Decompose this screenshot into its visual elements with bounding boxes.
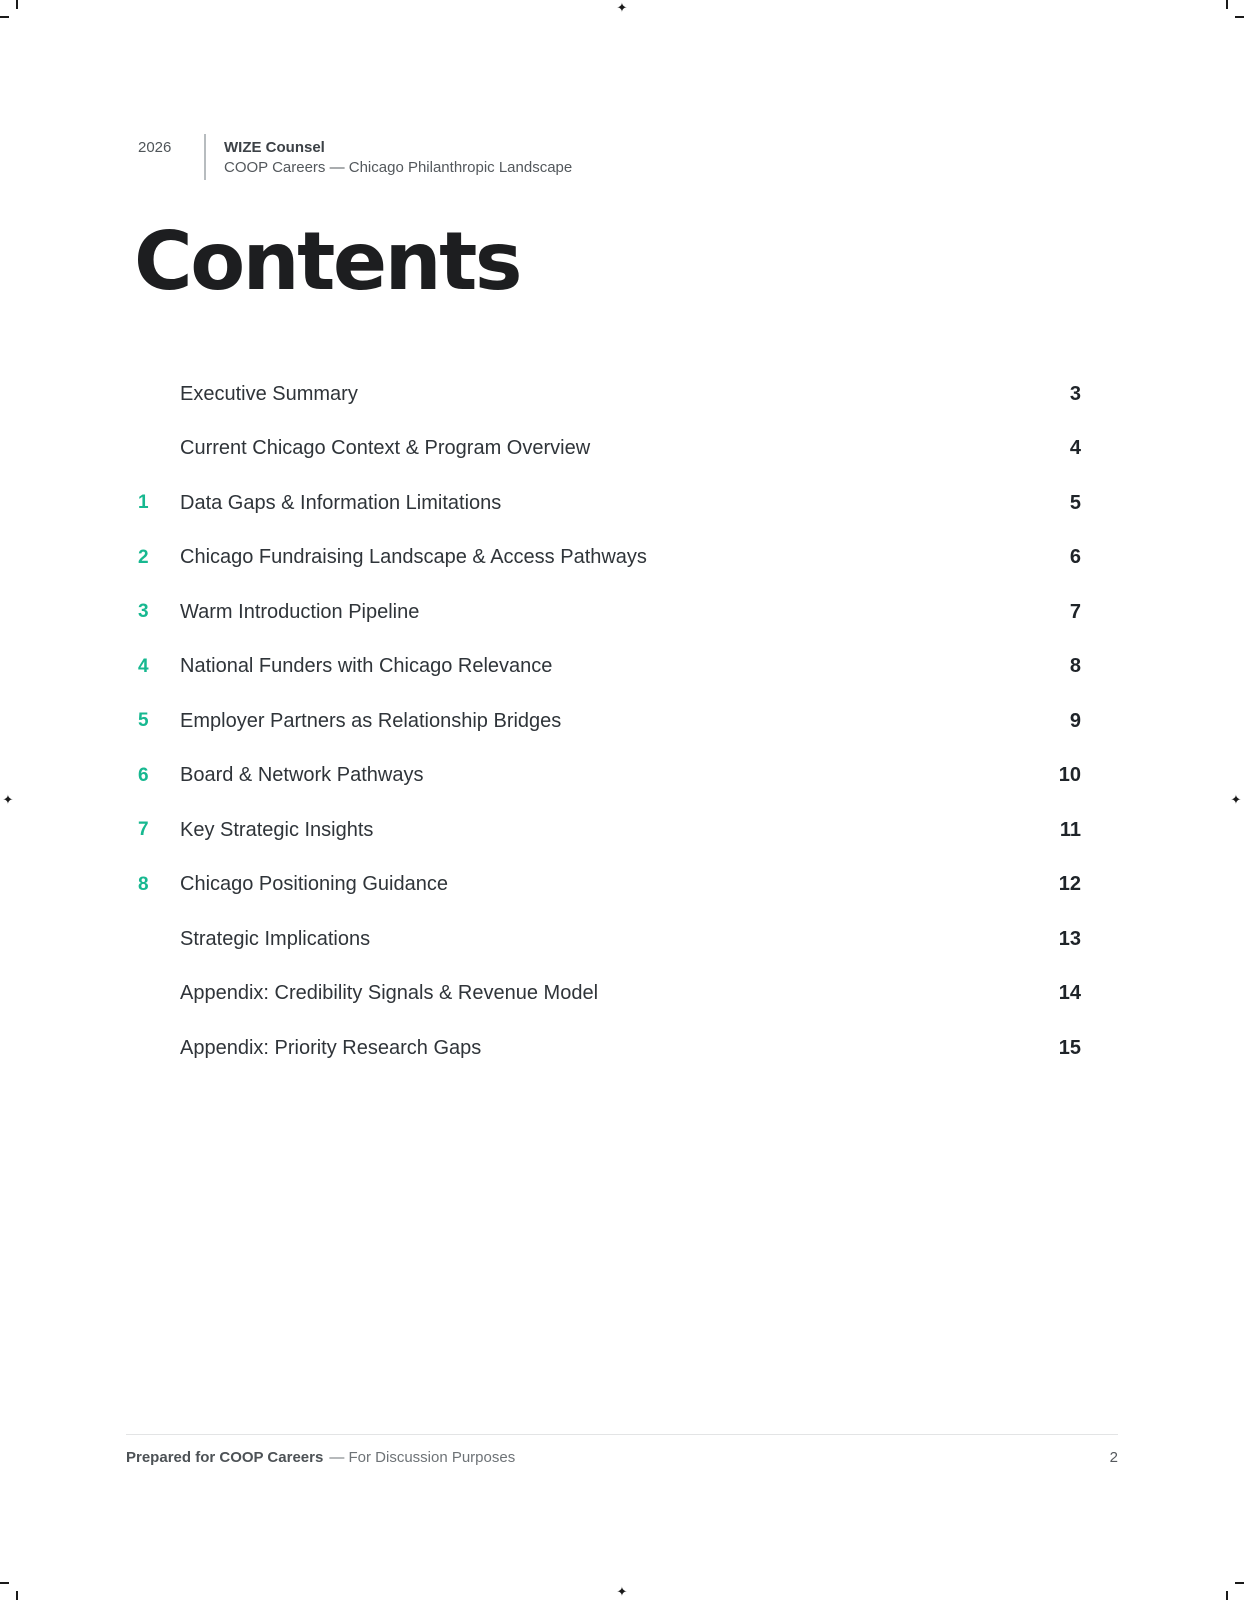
toc-row-appendix-credibility[interactable]	[138, 967, 1081, 1022]
toc-section-number: 6	[138, 764, 149, 786]
crop-mark-top-left-v	[16, 0, 18, 9]
footer-note: — For Discussion Purposes	[329, 1449, 516, 1466]
toc-row-board-network-pathways[interactable]	[138, 749, 1081, 804]
toc-entry-label: Board & Network Pathways	[180, 764, 424, 787]
toc-row-strategic-implications[interactable]	[138, 912, 1081, 967]
crop-mark-top-right-h	[1235, 16, 1244, 18]
toc-row-fundraising-landscape[interactable]	[138, 531, 1081, 586]
header-year: 2026	[138, 139, 172, 156]
footer-prepared-for: Prepared for COOP Careers	[126, 1449, 324, 1466]
footer-page-number: 2	[1109, 1449, 1118, 1466]
page-title: Contents	[134, 215, 520, 308]
header-subtitle: COOP Careers — Chicago Philanthropic Landscape	[224, 159, 573, 177]
header-brand: WIZE Counsel	[224, 139, 325, 156]
toc-page-number: 5	[1069, 491, 1081, 514]
toc-page-number: 7	[1069, 600, 1081, 623]
table-of-contents	[138, 367, 1081, 1076]
crop-mark-bottom-left-v	[16, 1591, 18, 1600]
toc-row-key-strategic-insights[interactable]	[138, 803, 1081, 858]
toc-entry-label: Appendix: Credibility Signals & Revenue Model	[180, 982, 599, 1005]
registration-star-icon: ✦	[2, 792, 14, 808]
toc-entry-label: National Funders with Chicago Relevance	[180, 655, 553, 678]
toc-row-chicago-positioning[interactable]	[138, 858, 1081, 913]
toc-entry-label: Key Strategic Insights	[180, 818, 374, 841]
toc-section-number: 3	[138, 601, 149, 623]
toc-section-number: 1	[138, 492, 149, 514]
crop-mark-top-left-h	[0, 16, 9, 18]
toc-section-number: 8	[138, 873, 149, 895]
registration-star-icon: ✦	[1230, 792, 1242, 808]
toc-section-number: 4	[138, 655, 149, 677]
toc-row-appendix-research-gaps[interactable]	[138, 1021, 1081, 1076]
toc-page-number: 10	[1058, 764, 1081, 787]
crop-mark-bottom-right-h	[1235, 1582, 1244, 1584]
toc-entry-label: Current Chicago Context & Program Overview	[180, 437, 591, 460]
toc-entry-label: Appendix: Priority Research Gaps	[180, 1036, 482, 1059]
toc-entry-label: Executive Summary	[180, 382, 358, 405]
toc-section-number: 7	[138, 819, 149, 841]
toc-row-warm-introduction-pipeline[interactable]	[138, 585, 1081, 640]
crop-mark-bottom-left-h	[0, 1582, 9, 1584]
page-footer	[126, 1434, 1118, 1466]
toc-entry-label: Strategic Implications	[180, 927, 371, 950]
toc-entry-label: Warm Introduction Pipeline	[180, 600, 420, 623]
toc-page-number: 11	[1059, 818, 1081, 841]
toc-entry-label: Data Gaps & Information Limitations	[180, 491, 502, 514]
toc-page-number: 14	[1058, 982, 1081, 1005]
header-divider	[204, 134, 206, 180]
toc-page-number: 3	[1069, 382, 1081, 405]
toc-page-number: 8	[1069, 655, 1081, 678]
toc-row-national-funders[interactable]	[138, 640, 1081, 695]
toc-section-number: 5	[138, 710, 149, 732]
toc-page-number: 12	[1058, 873, 1081, 896]
registration-star-icon: ✦	[616, 0, 628, 16]
crop-mark-top-right-v	[1226, 0, 1228, 9]
toc-entry-label: Chicago Fundraising Landscape & Access Pathways	[180, 546, 647, 569]
toc-row-data-gaps[interactable]	[138, 476, 1081, 531]
toc-section-number: 2	[138, 546, 149, 568]
crop-mark-bottom-right-v	[1226, 1591, 1228, 1600]
toc-row-executive-summary[interactable]	[138, 367, 1081, 422]
toc-page-number: 6	[1069, 546, 1081, 569]
toc-page-number: 15	[1058, 1036, 1081, 1059]
registration-star-icon: ✦	[616, 1584, 628, 1600]
toc-page-number: 4	[1069, 437, 1081, 460]
toc-entry-label: Employer Partners as Relationship Bridges	[180, 709, 562, 732]
toc-row-current-chicago-context[interactable]	[138, 422, 1081, 477]
page-header	[138, 134, 572, 180]
toc-page-number: 9	[1069, 709, 1081, 732]
toc-entry-label: Chicago Positioning Guidance	[180, 873, 448, 896]
toc-page-number: 13	[1058, 927, 1081, 950]
toc-row-employer-partners[interactable]	[138, 694, 1081, 749]
